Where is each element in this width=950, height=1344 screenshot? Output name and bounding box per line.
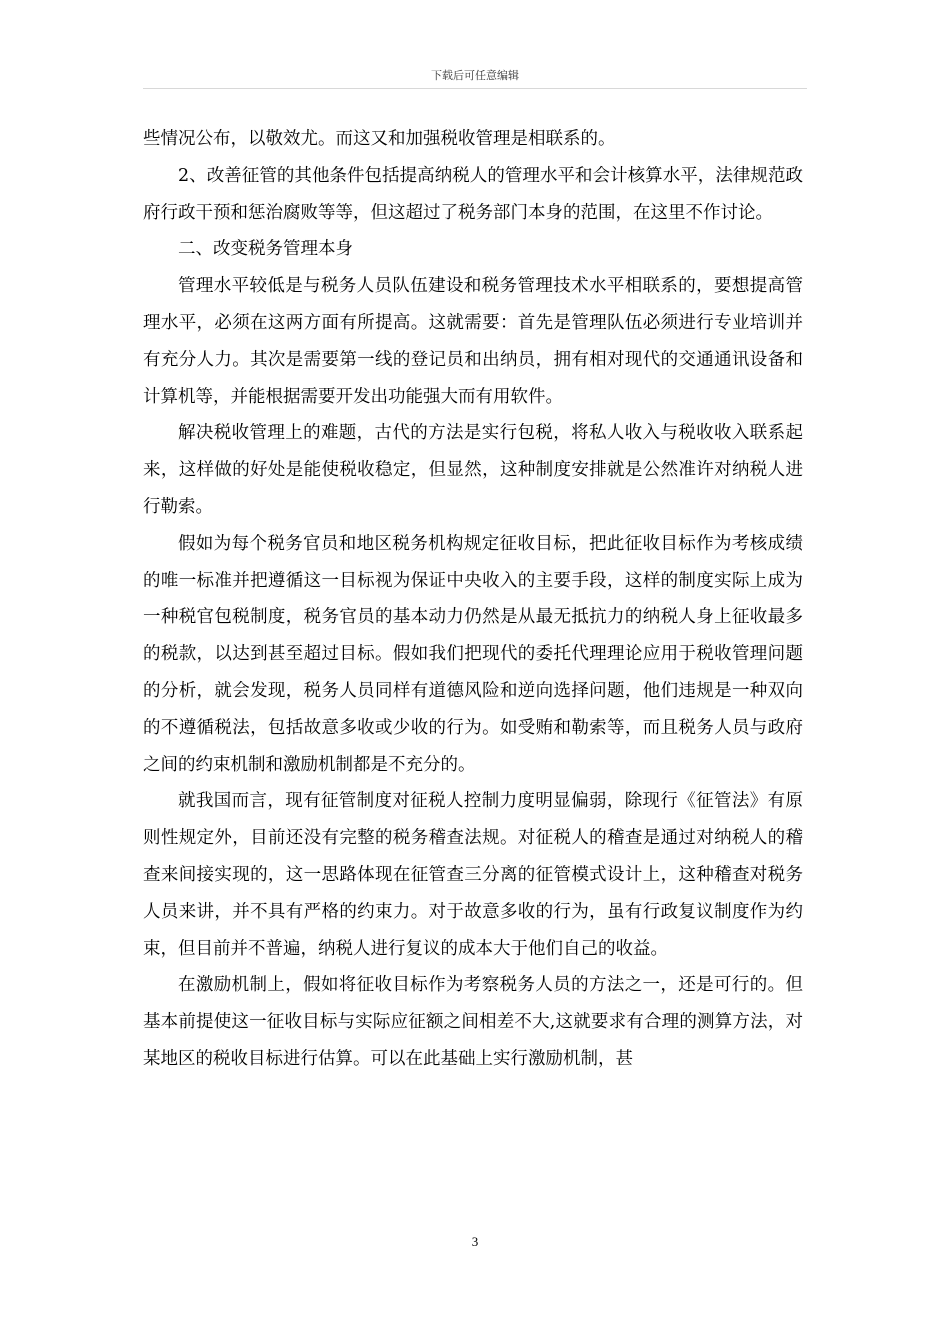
paragraph-point-2: 2、改善征管的其他条件包括提高纳税人的管理水平和会计核算水平，法律规范政府行政干预和惩治腐败等等，但这超过了税务部门本身的范围，在这里不作讨论。 <box>143 165 803 223</box>
body-text <box>143 121 803 1078</box>
paragraph-collection-targets: 假如为每个税务官员和地区税务机构规定征收目标，把此征收目标作为考核成绩的唯一标准并把遵循这一目标视为保证中央收入的主要手段，这样的制度实际上成为一种税官包税制度，税务官员的基本动力仍然是从最无抵抗力的纳税人身上征收最多的税款，以达到甚至超过目标。假如我们把现代的委托代理理论应用于税收管理问题的分析，就会发现，税务人员同样有道德风险和逆向选择问题，他们违规是一种双向的不遵循税法，包括故意多收或少收的行为。如受贿和勒索等，而且税务人员与政府之间的约束机制和激励机制都是不充分的。 <box>143 533 803 775</box>
paragraph-management-level: 管理水平较低是与税务人员队伍建设和税务管理技术水平相联系的，要想提高管理水平，必须在这两方面有所提高。这就需要：首先是管理队伍必须进行专业培训并有充分人力。其次是需要第一线的登记员和出纳员，拥有相对现代的交通通讯设备和计算机等，并能根据需要开发出功能强大而有用软件。 <box>143 276 803 407</box>
paragraph-china-situation: 就我国而言，现有征管制度对征税人控制力度明显偏弱，除现行《征管法》有原则性规定外，目前还没有完整的税务稽查法规。对征税人的稽查是通过对纳税人的稽查来间接实现的，这一思路体现在征管查三分离的征管模式设计上，这种稽查对税务人员来讲，并不具有严格的约束力。对于故意多收的行为，虽有行政复议制度作为约束，但目前并不普遍，纳税人进行复议的成本大于他们自己的收益。 <box>143 791 803 959</box>
section-heading: 二、改变税务管理本身 <box>178 239 353 260</box>
header-divider <box>143 88 807 89</box>
paragraph-incentive-mechanism: 在激励机制上，假如将征收目标作为考察税务人员的方法之一，还是可行的。但基本前提使这一征收目标与实际应征额之间相差不大,这就要求有合理的测算方法，对某地区的税收目标进行估算。可以在此基础上实行激励机制，甚 <box>143 975 803 1069</box>
paragraph-tax-farming: 解决税收管理上的难题，古代的方法是实行包税，将私人收入与税收收入联系起来，这样做的好处是能使税收稳定，但显然，这种制度安排就是公然准许对纳税人进行勒索。 <box>143 423 803 517</box>
paragraph-continuation: 些情况公布，以敬效尤。而这又和加强税收管理是相联系的。 <box>143 129 616 149</box>
page-header: 下载后可任意编辑 <box>431 69 519 82</box>
page-number: 3 <box>471 1234 479 1249</box>
